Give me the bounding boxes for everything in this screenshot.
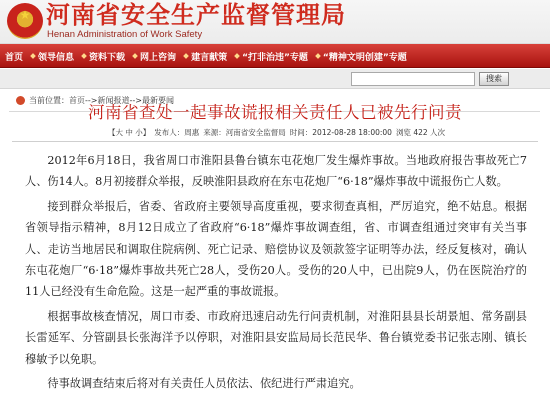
- article-title: 河南省查处一起事故谎报相关责任人已被先行问责: [88, 103, 462, 122]
- breadcrumb-latest[interactable]: 最新要闻: [141, 96, 174, 105]
- nav-item-suggestions[interactable]: 建言献策: [182, 44, 233, 68]
- nav-item-leaders[interactable]: 领导信息: [29, 44, 80, 68]
- article-paragraph: 待事故调查结束后将对有关责任人员依法、依纪进行严肃追究。: [47, 377, 361, 391]
- font-size-switcher[interactable]: 【大 中 小】: [108, 128, 151, 137]
- meta-divider: [12, 141, 538, 142]
- article-source: 来源：河南省安全监督局: [203, 128, 286, 137]
- search-input[interactable]: [351, 72, 475, 86]
- nav-item-home[interactable]: 首页: [5, 52, 24, 63]
- main-nav: [0, 44, 550, 68]
- breadcrumb-prefix: 当前位置：: [29, 96, 69, 105]
- breadcrumb-sep: -->: [85, 96, 98, 105]
- article-paragraph: 2012年6月18日，我省周口市淮阳县鲁台镇东屯花炮厂发生爆炸事故。当地政府报告事故死亡7人、伤14人。8月初接群众举报，反映淮阳县政府在东屯花炮厂“6·18”爆炸事故中谎报伤亡人数。: [25, 154, 527, 189]
- article-meta: [108, 127, 445, 138]
- article-time: 时间：2012-08-28 18:00:00: [289, 128, 392, 137]
- site-header: [0, 0, 550, 44]
- nav-item-civilization-special[interactable]: “精神文明创建”专题: [314, 44, 413, 68]
- national-emblem-icon: ★: [7, 3, 43, 39]
- breadcrumb-sep: -->: [129, 96, 142, 105]
- nav-item-illegal-special[interactable]: “打非治违”专题: [233, 44, 314, 68]
- search-bar: [0, 69, 550, 89]
- article-views: 浏览 422 人次: [395, 128, 446, 137]
- article-paragraph: 根据事故核查情况，周口市委、市政府迅速启动先行问责机制，对淮阳县县长胡景旭、常务副县长雷延军、分管副县长张海洋予以停职，对淮阳县安监局局长范民华、鲁台镇党委书记张志刚、镇长穆敏予以免职。: [25, 309, 527, 366]
- article-body: [25, 150, 527, 397]
- article-publisher: 发布人：周惠: [154, 128, 200, 137]
- article-paragraph: 接到群众举报后，省委、省政府主要领导高度重视，要求彻查真相，严厉追究，绝不姑息。根据省领导指示精神，8月12日成立了省政府“6·18”爆炸事故调查组，省、市调查组通过突审有关当事人、走访当地居民和调取住院病例、死亡记录、赔偿协议及领款签字证明等办法，经反复核对，确认东屯花炮厂“6·18”爆炸事故共死亡28人，受伤20人。受伤的20人中，已出院9人，仍在医院治疗的11人已经没有生命危险。这是一起严重的事故谎报。: [25, 199, 527, 299]
- site-subtitle: Henan Administration of Work Safety: [47, 29, 203, 40]
- nav-item-downloads[interactable]: 资料下载: [80, 44, 131, 68]
- site-title[interactable]: 河南省安全生产监督管理局: [46, 0, 346, 29]
- breadcrumb-home[interactable]: 首页: [69, 96, 85, 105]
- breadcrumb-news[interactable]: 新闻报道: [97, 96, 130, 105]
- search-button[interactable]: 搜索: [479, 72, 509, 86]
- nav-item-consult[interactable]: 网上咨询: [131, 44, 182, 68]
